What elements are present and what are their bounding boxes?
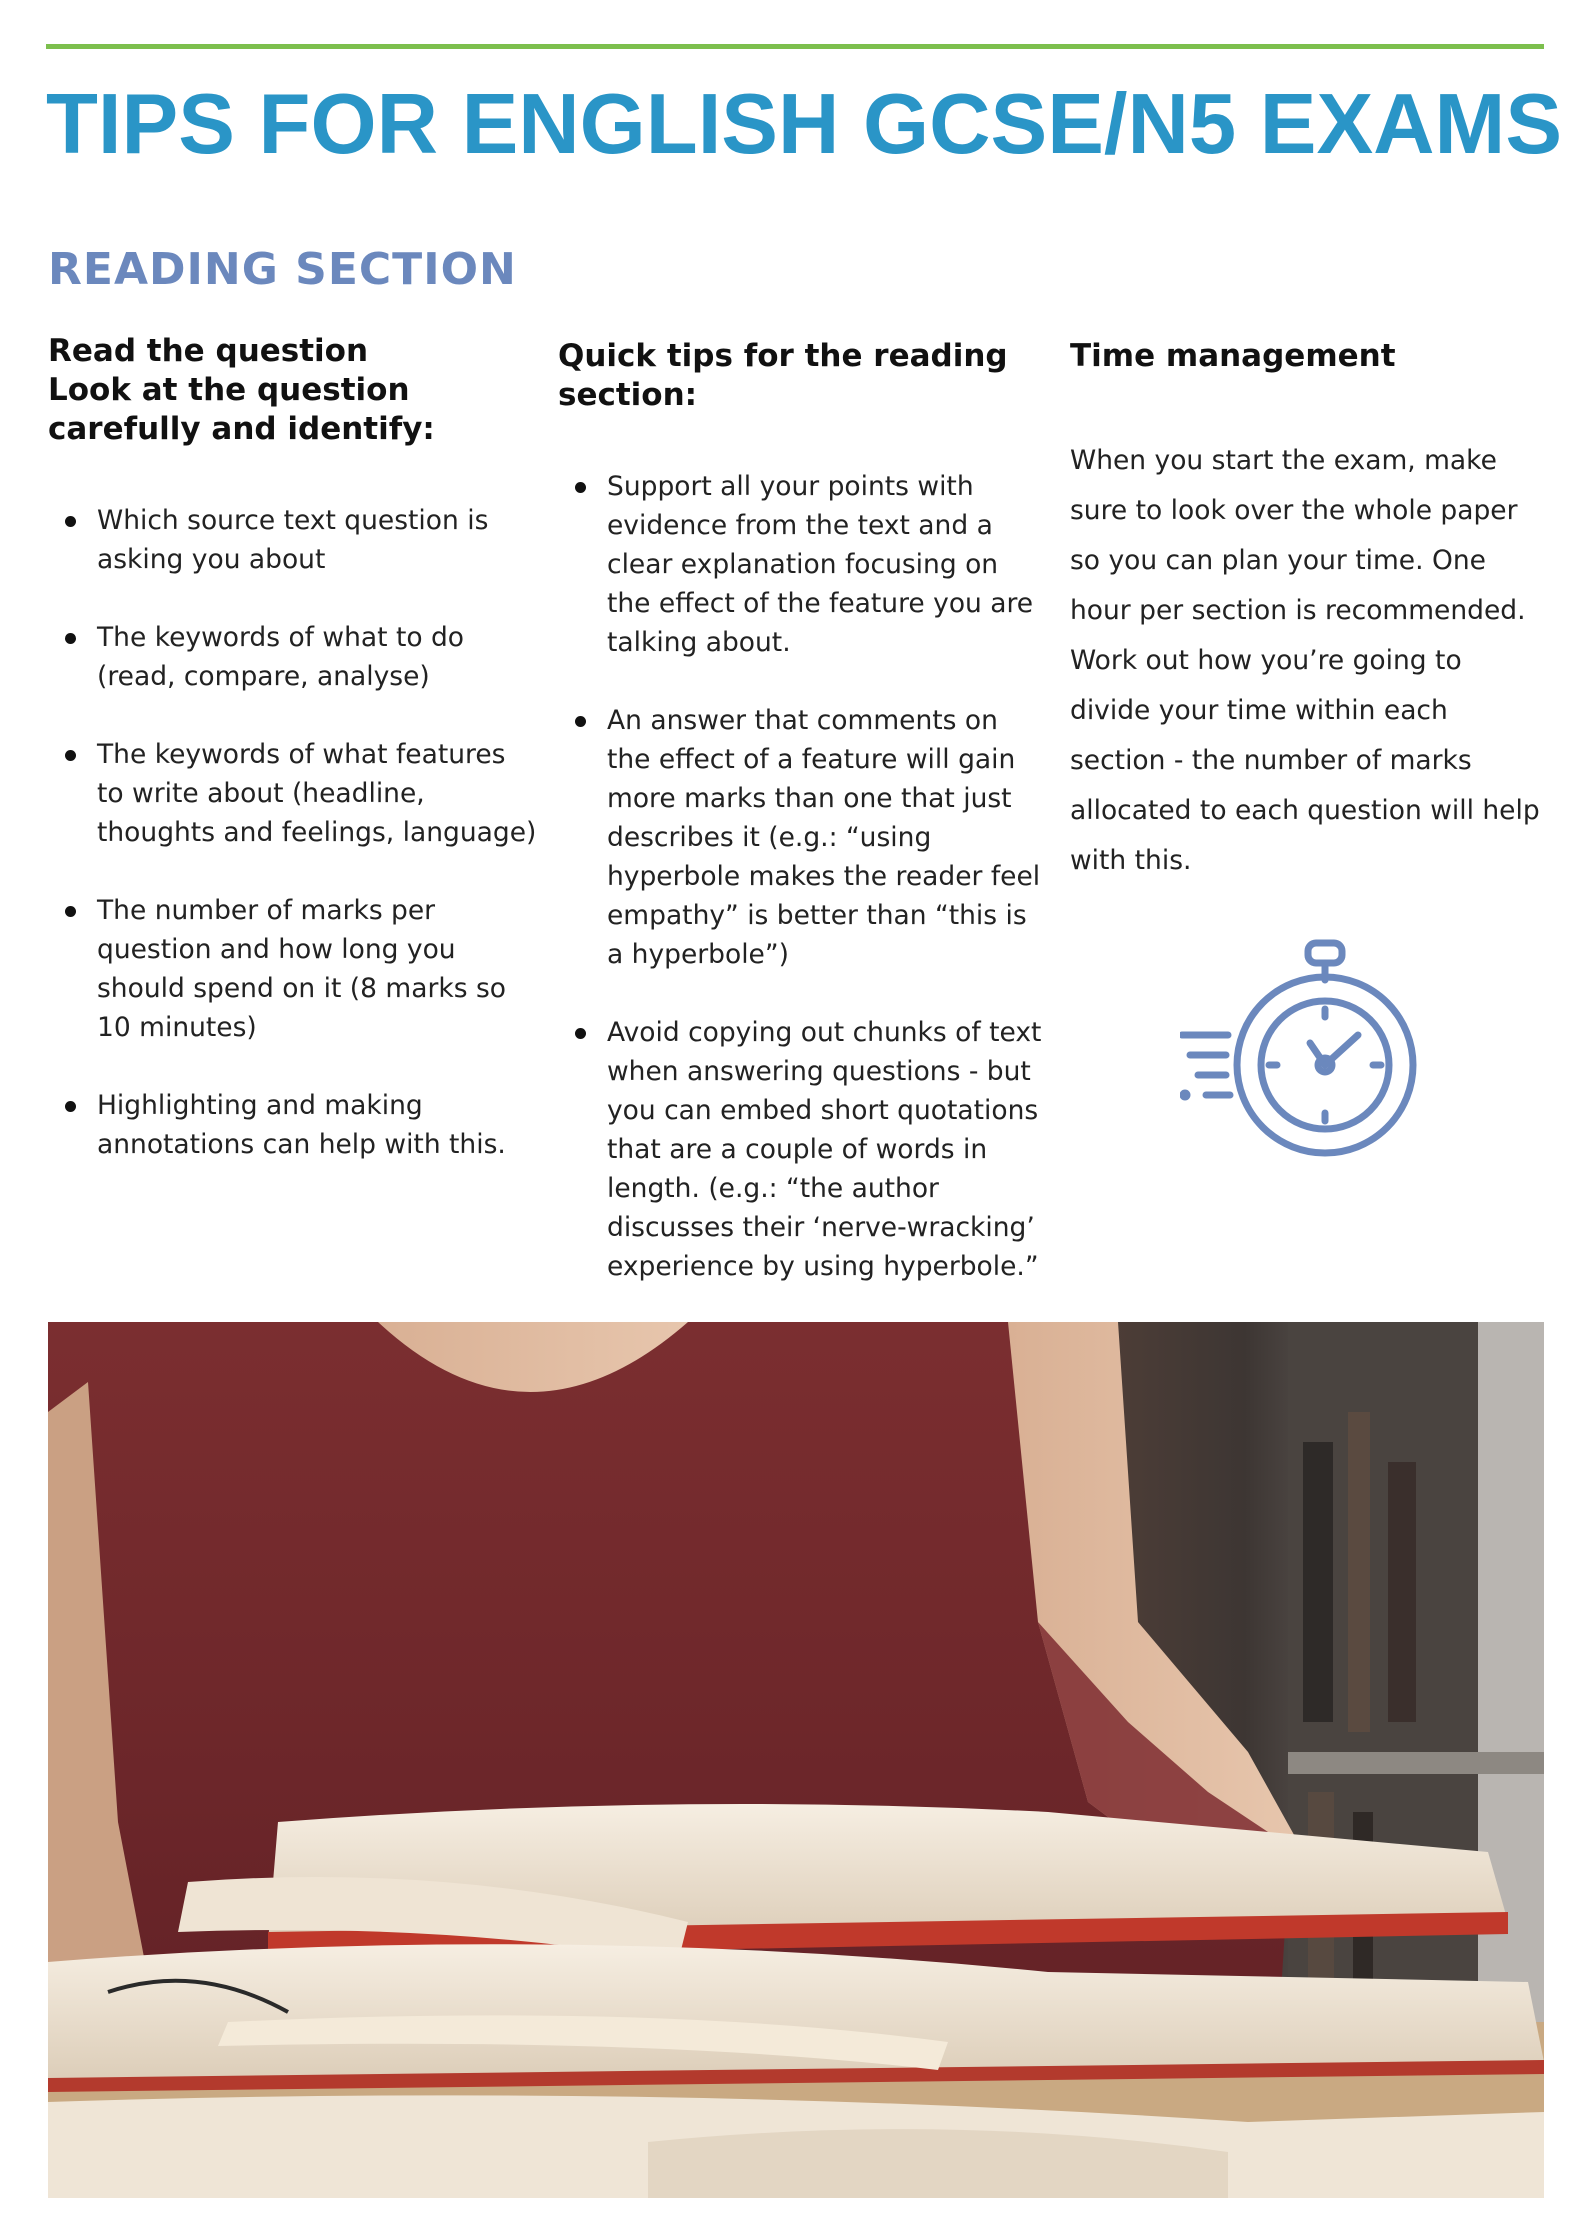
list-item	[48, 1086, 538, 1164]
bullet-list	[48, 501, 538, 1164]
bullet-icon	[575, 482, 586, 493]
column-time-management	[1070, 332, 1550, 886]
student-reading-photo	[48, 1322, 1544, 2198]
page-title: TIPS FOR ENGLISH GCSE/N5 EXAMS	[46, 77, 1563, 172]
top-divider	[46, 44, 1544, 49]
list-item	[48, 735, 538, 852]
bullet-icon	[65, 750, 76, 761]
list-item	[48, 501, 538, 579]
list-item	[48, 891, 538, 1047]
section-heading: READING SECTION	[48, 244, 517, 295]
list-item	[558, 467, 1048, 662]
stopwatch-icon	[1180, 935, 1430, 1175]
bullet-icon	[65, 633, 76, 644]
list-item-text: Highlighting and making annotations can help with this.	[97, 1090, 506, 1160]
list-item	[48, 618, 538, 696]
column-quick-tips	[558, 332, 1048, 1325]
bullet-icon	[65, 1101, 76, 1112]
list-item-text: An answer that comments on the effect of a feature will gain more marks than one that just describes it (e.g.: “using hyperbole makes the reader feel empathy” is better than “this is a hyperbole”)	[607, 705, 1041, 970]
list-item-text: The number of marks per question and how long you should spend on it (8 marks so 10 minutes)	[97, 895, 506, 1043]
column-heading-line2: Look at the question carefully and identify:	[48, 372, 435, 447]
time-management-text: When you start the exam, make sure to look over the whole paper so you can plan your time. One hour per section is recommended. Work out how you’re going to divide your time within each section - the number of marks allocated to each question will help with this.	[1070, 445, 1540, 876]
column-heading: Quick tips for the reading section:	[558, 338, 1008, 413]
bullet-icon	[65, 516, 76, 527]
list-item	[558, 701, 1048, 974]
column-heading: Time management	[1070, 338, 1396, 374]
list-item-text: The keywords of what to do (read, compare, analyse)	[97, 622, 465, 692]
list-item-text: The keywords of what features to write about (headline, thoughts and feelings, language)	[97, 739, 537, 848]
column-read-the-question	[48, 332, 538, 1203]
list-item-text: Which source text question is asking you about	[97, 505, 489, 575]
list-item-text: Avoid copying out chunks of text when answering questions - but you can embed short quotations that are a couple of words in length. (e.g.: “the author discusses their ‘nerve-wracking’ experience by using hyperbole.”	[607, 1017, 1042, 1282]
bullet-icon	[575, 1028, 586, 1039]
column-heading	[48, 332, 538, 449]
column-heading-line1: Read the question	[48, 333, 369, 369]
bullet-icon	[65, 906, 76, 917]
bullet-list	[558, 467, 1048, 1286]
bullet-icon	[575, 716, 586, 727]
list-item-text: Support all your points with evidence from the text and a clear explanation focusing on the effect of the feature you are talking about.	[607, 471, 1034, 658]
list-item	[558, 1013, 1048, 1286]
